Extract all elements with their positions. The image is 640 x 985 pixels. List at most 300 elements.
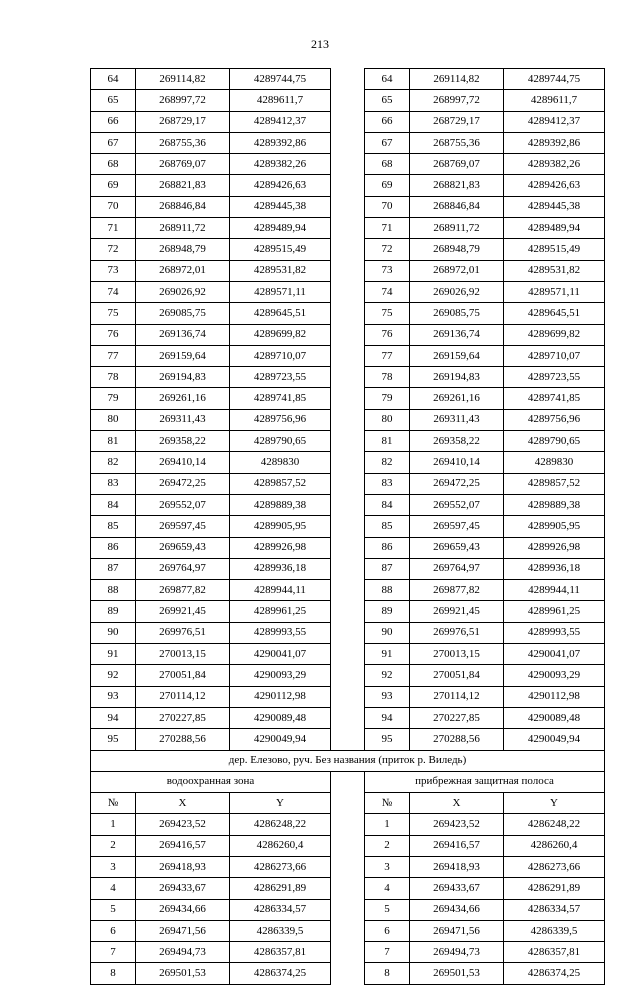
column-gap	[331, 367, 365, 388]
cell-right-x: 270051,84	[410, 665, 504, 686]
cell-right-num: 73	[365, 260, 410, 281]
column-gap	[331, 665, 365, 686]
column-gap	[331, 409, 365, 430]
cell-left-y: 4289926,98	[230, 537, 331, 558]
cell-left-y: 4286374,25	[230, 963, 331, 984]
coordinates-table	[90, 68, 605, 985]
cell-right-num: 70	[365, 196, 410, 217]
cell-left-num: 81	[91, 431, 136, 452]
column-gap	[331, 878, 365, 899]
cell-left-num: 3	[91, 856, 136, 877]
page-number: 213	[311, 37, 329, 51]
cell-left-y: 4286334,57	[230, 899, 331, 920]
column-gap	[331, 239, 365, 260]
table-row	[91, 537, 605, 558]
table-row	[91, 303, 605, 324]
cell-right-num: 95	[365, 729, 410, 750]
cell-right-num: 74	[365, 281, 410, 302]
cell-left-y: 4289744,75	[230, 69, 331, 90]
cell-left-y: 4286357,81	[230, 942, 331, 963]
cell-left-y: 4289723,55	[230, 367, 331, 388]
cell-right-x: 268997,72	[410, 90, 504, 111]
cell-left-x: 269434,66	[136, 899, 230, 920]
cell-left-num: 77	[91, 345, 136, 366]
cell-right-y: 4289936,18	[504, 558, 605, 579]
cell-right-y: 4289710,07	[504, 345, 605, 366]
cell-left-x: 268911,72	[136, 218, 230, 239]
cell-right-y: 4289571,11	[504, 281, 605, 302]
cell-right-x: 268911,72	[410, 218, 504, 239]
upper-rows	[91, 69, 605, 751]
cell-right-y: 4289889,38	[504, 494, 605, 515]
cell-left-num: 78	[91, 367, 136, 388]
cell-right-y: 4289993,55	[504, 622, 605, 643]
cell-left-x: 269261,16	[136, 388, 230, 409]
cell-left-y: 4289756,96	[230, 409, 331, 430]
cell-left-num: 73	[91, 260, 136, 281]
table-row	[91, 814, 605, 835]
table-row	[91, 707, 605, 728]
left-caption: водоохранная зона	[91, 771, 331, 792]
table-row	[91, 963, 605, 984]
cell-right-y: 4289790,65	[504, 431, 605, 452]
cell-right-x: 269159,64	[410, 345, 504, 366]
cell-left-y: 4286260,4	[230, 835, 331, 856]
cell-right-x: 269877,82	[410, 580, 504, 601]
caption-row	[91, 771, 605, 792]
header-num-right: №	[365, 793, 410, 814]
cell-left-x: 269976,51	[136, 622, 230, 643]
cell-right-y: 4290049,94	[504, 729, 605, 750]
cell-left-num: 89	[91, 601, 136, 622]
table-row	[91, 281, 605, 302]
column-gap	[331, 814, 365, 835]
cell-right-y: 4289830	[504, 452, 605, 473]
cell-left-y: 4289645,51	[230, 303, 331, 324]
cell-left-x: 269433,67	[136, 878, 230, 899]
cell-right-x: 269471,56	[410, 920, 504, 941]
cell-left-num: 1	[91, 814, 136, 835]
cell-right-num: 83	[365, 473, 410, 494]
cell-right-y: 4289744,75	[504, 69, 605, 90]
cell-left-x: 270013,15	[136, 644, 230, 665]
cell-left-num: 67	[91, 132, 136, 153]
cell-right-num: 72	[365, 239, 410, 260]
cell-left-x: 269311,43	[136, 409, 230, 430]
right-caption: прибрежная защитная полоса	[365, 771, 605, 792]
column-gap	[331, 601, 365, 622]
column-gap	[331, 558, 365, 579]
cell-right-num: 78	[365, 367, 410, 388]
cell-left-y: 4290041,07	[230, 644, 331, 665]
cell-left-y: 4286273,66	[230, 856, 331, 877]
column-gap	[331, 494, 365, 515]
column-gap	[331, 516, 365, 537]
cell-right-y: 4286291,89	[504, 878, 605, 899]
cell-left-y: 4289710,07	[230, 345, 331, 366]
column-gap	[331, 345, 365, 366]
cell-right-x: 269423,52	[410, 814, 504, 835]
cell-left-y: 4286248,22	[230, 814, 331, 835]
cell-right-x: 268755,36	[410, 132, 504, 153]
column-gap	[331, 963, 365, 984]
table-row	[91, 835, 605, 856]
cell-left-num: 71	[91, 218, 136, 239]
cell-left-num: 86	[91, 537, 136, 558]
cell-left-y: 4289790,65	[230, 431, 331, 452]
cell-right-y: 4289926,98	[504, 537, 605, 558]
cell-left-y: 4286291,89	[230, 878, 331, 899]
cell-left-num: 5	[91, 899, 136, 920]
table-row	[91, 345, 605, 366]
cell-right-num: 71	[365, 218, 410, 239]
table-row	[91, 856, 605, 877]
table-row	[91, 175, 605, 196]
cell-left-x: 269877,82	[136, 580, 230, 601]
cell-right-x: 269597,45	[410, 516, 504, 537]
table-row	[91, 601, 605, 622]
column-gap	[331, 154, 365, 175]
cell-left-y: 4286339,5	[230, 920, 331, 941]
column-gap	[331, 132, 365, 153]
cell-right-y: 4289426,63	[504, 175, 605, 196]
cell-right-x: 269114,82	[410, 69, 504, 90]
cell-left-x: 269026,92	[136, 281, 230, 302]
cell-left-num: 2	[91, 835, 136, 856]
cell-left-x: 268997,72	[136, 90, 230, 111]
cell-right-x: 270227,85	[410, 707, 504, 728]
column-gap	[331, 196, 365, 217]
cell-left-num: 85	[91, 516, 136, 537]
cell-left-x: 269159,64	[136, 345, 230, 366]
header-x-right: X	[410, 793, 504, 814]
cell-left-num: 75	[91, 303, 136, 324]
cell-right-y: 4289699,82	[504, 324, 605, 345]
column-gap	[331, 111, 365, 132]
cell-right-x: 269472,25	[410, 473, 504, 494]
cell-left-y: 4289905,95	[230, 516, 331, 537]
cell-left-y: 4290093,29	[230, 665, 331, 686]
column-gap	[331, 69, 365, 90]
cell-right-y: 4290089,48	[504, 707, 605, 728]
cell-right-num: 94	[365, 707, 410, 728]
column-gap	[331, 771, 365, 792]
column-gap	[331, 388, 365, 409]
column-gap	[331, 729, 365, 750]
cell-left-x: 268972,01	[136, 260, 230, 281]
cell-right-x: 269764,97	[410, 558, 504, 579]
cell-right-x: 270114,12	[410, 686, 504, 707]
cell-left-y: 4289611,7	[230, 90, 331, 111]
cell-left-num: 91	[91, 644, 136, 665]
column-gap	[331, 707, 365, 728]
table-row	[91, 196, 605, 217]
cell-left-x: 269410,14	[136, 452, 230, 473]
column-gap	[331, 622, 365, 643]
cell-right-y: 4289905,95	[504, 516, 605, 537]
cell-right-x: 269136,74	[410, 324, 504, 345]
cell-right-num: 6	[365, 920, 410, 941]
cell-right-y: 4289382,26	[504, 154, 605, 175]
cell-left-num: 69	[91, 175, 136, 196]
cell-right-num: 86	[365, 537, 410, 558]
cell-right-num: 2	[365, 835, 410, 856]
cell-left-num: 64	[91, 69, 136, 90]
column-gap	[331, 686, 365, 707]
cell-right-y: 4289961,25	[504, 601, 605, 622]
cell-left-num: 7	[91, 942, 136, 963]
table-row	[91, 431, 605, 452]
table-row	[91, 218, 605, 239]
cell-left-y: 4289531,82	[230, 260, 331, 281]
cell-right-num: 3	[365, 856, 410, 877]
cell-left-y: 4289382,26	[230, 154, 331, 175]
cell-right-num: 65	[365, 90, 410, 111]
cell-right-x: 269261,16	[410, 388, 504, 409]
table-row	[91, 367, 605, 388]
table-row	[91, 558, 605, 579]
cell-right-num: 66	[365, 111, 410, 132]
table-row	[91, 729, 605, 750]
cell-left-x: 269416,57	[136, 835, 230, 856]
cell-right-x: 269921,45	[410, 601, 504, 622]
table-row	[91, 665, 605, 686]
cell-right-x: 269552,07	[410, 494, 504, 515]
cell-right-y: 4289515,49	[504, 239, 605, 260]
cell-left-x: 269471,56	[136, 920, 230, 941]
cell-right-x: 269026,92	[410, 281, 504, 302]
cell-left-y: 4289993,55	[230, 622, 331, 643]
cell-right-num: 88	[365, 580, 410, 601]
column-gap	[331, 175, 365, 196]
cell-left-x: 268821,83	[136, 175, 230, 196]
cell-right-num: 7	[365, 942, 410, 963]
cell-right-x: 270288,56	[410, 729, 504, 750]
cell-left-y: 4289426,63	[230, 175, 331, 196]
cell-right-x: 269976,51	[410, 622, 504, 643]
cell-left-y: 4289412,37	[230, 111, 331, 132]
column-gap	[331, 452, 365, 473]
cell-left-num: 8	[91, 963, 136, 984]
table-row	[91, 90, 605, 111]
cell-left-x: 269472,25	[136, 473, 230, 494]
column-gap	[331, 90, 365, 111]
cell-left-y: 4289944,11	[230, 580, 331, 601]
cell-left-y: 4289961,25	[230, 601, 331, 622]
cell-right-num: 8	[365, 963, 410, 984]
cell-right-y: 4289445,38	[504, 196, 605, 217]
cell-right-y: 4289741,85	[504, 388, 605, 409]
cell-right-x: 269416,57	[410, 835, 504, 856]
cell-right-x: 269659,43	[410, 537, 504, 558]
cell-left-num: 76	[91, 324, 136, 345]
table-row	[91, 324, 605, 345]
cell-right-num: 1	[365, 814, 410, 835]
table-row	[91, 473, 605, 494]
cell-left-x: 269764,97	[136, 558, 230, 579]
cell-right-y: 4290112,98	[504, 686, 605, 707]
cell-left-num: 65	[91, 90, 136, 111]
table-row	[91, 132, 605, 153]
cell-left-num: 92	[91, 665, 136, 686]
cell-right-x: 268972,01	[410, 260, 504, 281]
cell-right-y: 4289392,86	[504, 132, 605, 153]
cell-right-x: 270013,15	[410, 644, 504, 665]
cell-right-num: 80	[365, 409, 410, 430]
cell-left-num: 94	[91, 707, 136, 728]
cell-right-x: 269085,75	[410, 303, 504, 324]
column-gap	[331, 942, 365, 963]
cell-right-num: 84	[365, 494, 410, 515]
cell-left-x: 269921,45	[136, 601, 230, 622]
table-row	[91, 516, 605, 537]
cell-right-x: 269434,66	[410, 899, 504, 920]
cell-right-x: 269494,73	[410, 942, 504, 963]
column-gap	[331, 580, 365, 601]
table-row	[91, 154, 605, 175]
cell-left-num: 70	[91, 196, 136, 217]
cell-right-num: 85	[365, 516, 410, 537]
table-row	[91, 920, 605, 941]
table-row	[91, 388, 605, 409]
cell-right-num: 64	[365, 69, 410, 90]
cell-right-num: 68	[365, 154, 410, 175]
header-y-left: Y	[230, 793, 331, 814]
cell-right-y: 4289611,7	[504, 90, 605, 111]
cell-right-x: 268846,84	[410, 196, 504, 217]
table-row	[91, 686, 605, 707]
table-row	[91, 69, 605, 90]
cell-left-num: 4	[91, 878, 136, 899]
cell-right-x: 268948,79	[410, 239, 504, 260]
cell-left-x: 269501,53	[136, 963, 230, 984]
cell-right-num: 93	[365, 686, 410, 707]
cell-left-y: 4289936,18	[230, 558, 331, 579]
cell-left-y: 4290089,48	[230, 707, 331, 728]
cell-left-num: 74	[91, 281, 136, 302]
cell-right-num: 67	[365, 132, 410, 153]
cell-left-y: 4289489,94	[230, 218, 331, 239]
cell-left-num: 84	[91, 494, 136, 515]
cell-left-x: 269418,93	[136, 856, 230, 877]
cell-right-num: 91	[365, 644, 410, 665]
cell-left-x: 268948,79	[136, 239, 230, 260]
cell-right-num: 75	[365, 303, 410, 324]
table-row	[91, 878, 605, 899]
cell-right-y: 4286339,5	[504, 920, 605, 941]
cell-left-x: 269358,22	[136, 431, 230, 452]
cell-left-y: 4289571,11	[230, 281, 331, 302]
cell-right-y: 4286374,25	[504, 963, 605, 984]
cell-right-y: 4290041,07	[504, 644, 605, 665]
cell-right-num: 92	[365, 665, 410, 686]
column-gap	[331, 324, 365, 345]
cell-left-x: 270051,84	[136, 665, 230, 686]
cell-right-num: 89	[365, 601, 410, 622]
cell-left-num: 90	[91, 622, 136, 643]
cell-left-x: 269085,75	[136, 303, 230, 324]
cell-left-x: 269494,73	[136, 942, 230, 963]
table-row	[91, 899, 605, 920]
cell-left-x: 269194,83	[136, 367, 230, 388]
cell-right-y: 4286334,57	[504, 899, 605, 920]
cell-left-y: 4289830	[230, 452, 331, 473]
cell-left-num: 68	[91, 154, 136, 175]
cell-right-y: 4290093,29	[504, 665, 605, 686]
cell-left-x: 269552,07	[136, 494, 230, 515]
cell-left-y: 4289515,49	[230, 239, 331, 260]
table-row	[91, 580, 605, 601]
table-row	[91, 260, 605, 281]
cell-left-y: 4290049,94	[230, 729, 331, 750]
cell-left-x: 268729,17	[136, 111, 230, 132]
cell-left-x: 269136,74	[136, 324, 230, 345]
table-row	[91, 494, 605, 515]
cell-right-x: 269194,83	[410, 367, 504, 388]
column-gap	[331, 835, 365, 856]
cell-right-num: 77	[365, 345, 410, 366]
cell-left-num: 66	[91, 111, 136, 132]
cell-left-y: 4289699,82	[230, 324, 331, 345]
column-gap	[331, 644, 365, 665]
section-title-row	[91, 750, 605, 771]
column-gap	[331, 431, 365, 452]
cell-right-y: 4286260,4	[504, 835, 605, 856]
cell-left-x: 269114,82	[136, 69, 230, 90]
column-gap	[331, 473, 365, 494]
cell-right-y: 4286273,66	[504, 856, 605, 877]
cell-right-x: 269358,22	[410, 431, 504, 452]
table-row	[91, 942, 605, 963]
cell-right-y: 4286248,22	[504, 814, 605, 835]
column-gap	[331, 899, 365, 920]
cell-right-num: 90	[365, 622, 410, 643]
cell-left-y: 4290112,98	[230, 686, 331, 707]
cell-left-num: 87	[91, 558, 136, 579]
cell-right-y: 4286357,81	[504, 942, 605, 963]
header-num-left: №	[91, 793, 136, 814]
cell-right-num: 87	[365, 558, 410, 579]
cell-left-x: 268769,07	[136, 154, 230, 175]
table-row	[91, 409, 605, 430]
cell-right-x: 269311,43	[410, 409, 504, 430]
table-row	[91, 622, 605, 643]
cell-left-y: 4289392,86	[230, 132, 331, 153]
header-x-left: X	[136, 793, 230, 814]
cell-left-x: 269423,52	[136, 814, 230, 835]
column-gap	[331, 537, 365, 558]
table-row	[91, 452, 605, 473]
cell-left-num: 88	[91, 580, 136, 601]
cell-left-x: 270227,85	[136, 707, 230, 728]
cell-right-num: 5	[365, 899, 410, 920]
cell-right-y: 4289857,52	[504, 473, 605, 494]
cell-right-y: 4289645,51	[504, 303, 605, 324]
cell-right-x: 269433,67	[410, 878, 504, 899]
cell-left-num: 95	[91, 729, 136, 750]
cell-left-y: 4289889,38	[230, 494, 331, 515]
column-gap	[331, 281, 365, 302]
cell-left-y: 4289741,85	[230, 388, 331, 409]
table-row	[91, 111, 605, 132]
lower-rows	[91, 750, 605, 814]
cell-right-y: 4289489,94	[504, 218, 605, 239]
cell-left-y: 4289857,52	[230, 473, 331, 494]
cell-right-x: 268821,83	[410, 175, 504, 196]
cell-left-num: 6	[91, 920, 136, 941]
table-row	[91, 239, 605, 260]
cell-right-y: 4289723,55	[504, 367, 605, 388]
